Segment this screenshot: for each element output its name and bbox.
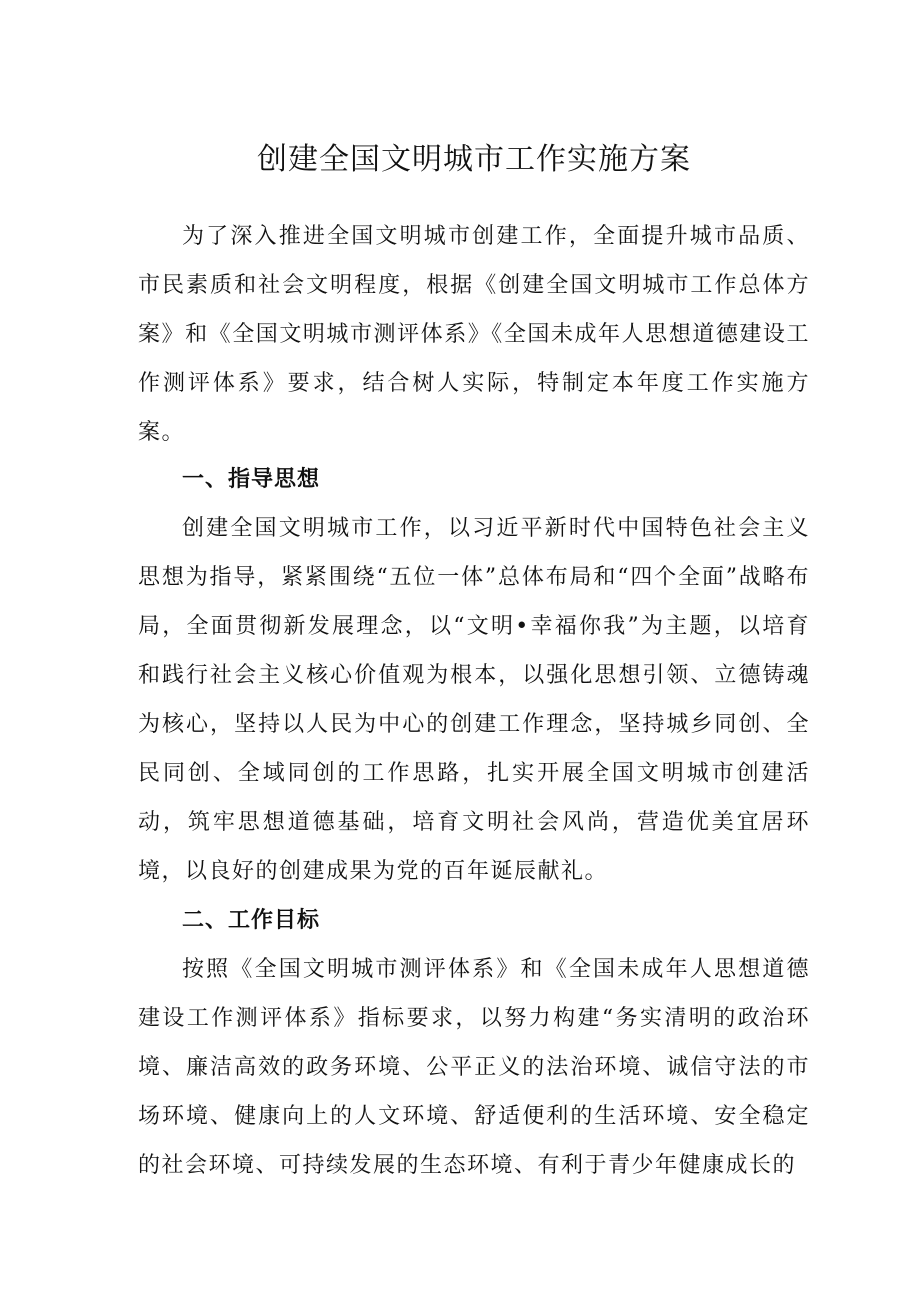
intro-paragraph: 为了深入推进全国文明城市创建工作，全面提升城市品质、市民素质和社会文明程度，根据《创建全国文明城市工作总体方案》和《全国文明城市测评体系》《全国未成年人思想道德建设工作测评体系》要求，结合树人实际，特制定本年度工作实施方案。 <box>138 224 810 445</box>
section-body-guiding-ideology: 创建全国文明城市工作，以习近平新时代中国特色社会主义思想为指导，紧紧围绕“五位一体”总体布局和“四个全面”战略布局，全面贯彻新发展理念，以“文明•幸福你我”为主题，以培育和践行社会主义核心价值观为根本，以强化思想引领、立德铸魂为核心，坚持以人民为中心的创建工作理念，坚持城乡同创、全民同创、全域同创的工作思路，扎实开展全国文明城市创建活动，筑牢思想道德基础，培育文明社会风尚，营造优美宜居环境，以良好的创建成果为党的百年诞辰献礼。 <box>138 516 810 884</box>
section-heading-work-goals: 二、工作目标 <box>182 908 321 933</box>
section-body-work-goals: 按照《全国文明城市测评体系》和《全国未成年人思想道德建设工作测评体系》指标要求，以努力构建“务实清明的政治环境、廉洁高效的政务环境、公平正义的法治环境、诚信守法的市场环境、健康向上的人文环境、舒适便利的生活环境、安全稳定的社会环境、可持续发展的生态环境、有利于青少年健康成长的 <box>138 957 810 1178</box>
section-heading-guiding-ideology: 一、指导思想 <box>182 467 321 492</box>
document-title: 创建全国文明城市工作实施方案 <box>257 142 691 177</box>
document-page <box>138 138 810 1190</box>
